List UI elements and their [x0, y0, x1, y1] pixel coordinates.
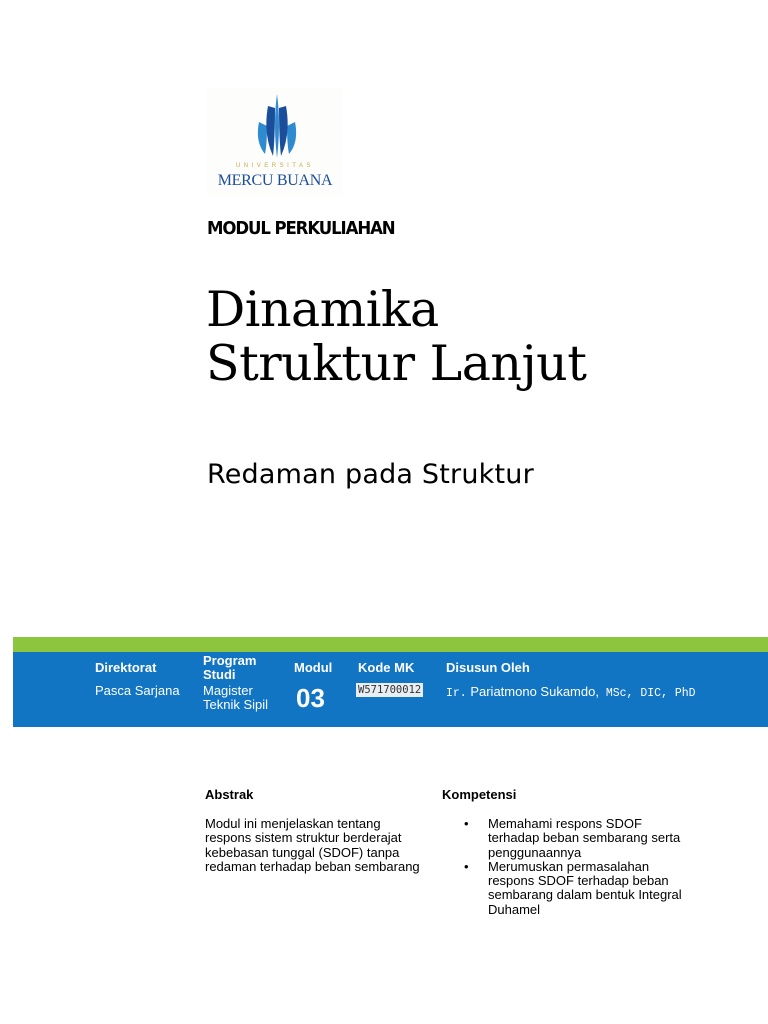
program-value-line-2: Teknik Sipil [203, 697, 269, 712]
author-suffix: MSc, DIC, PhD [598, 687, 696, 700]
kompetensi-item-2: Merumuskan permasalahan respons SDOF terhadap beban sembarang dalam bentuk Integral Duhamel [488, 858, 682, 917]
kompetensi-heading: Kompetensi [442, 787, 517, 802]
kompetensi-item-1: Memahami respons SDOF terhadap beban sembarang serta penggunaannya [488, 816, 681, 860]
logo-brand-text: MERCU BUANA [217, 172, 333, 189]
kompetensi-list [442, 817, 682, 917]
program-value [203, 684, 268, 712]
document-title [206, 283, 586, 391]
kode-mk-label: Kode MK [358, 660, 415, 675]
program-value-line-1: Magister [203, 683, 253, 698]
title-line-1: Dinamika [206, 281, 439, 338]
document-subtitle: Redaman pada Struktur [207, 459, 534, 490]
program-label-line-1: Program [203, 653, 257, 668]
author [446, 684, 696, 700]
modul-number-label: Modul [294, 660, 333, 675]
green-band [13, 637, 768, 652]
bullet-icon: • [464, 858, 469, 874]
program-label-line-2: Studi [203, 667, 236, 682]
title-line-2: Struktur Lanjut [206, 335, 587, 392]
author-prefix: Ir. [446, 687, 467, 700]
author-name: Pariatmono Sukamdo, [466, 684, 599, 699]
university-logo [207, 88, 343, 196]
program-label [203, 654, 256, 682]
info-band [13, 652, 768, 727]
direktorat-label: Direktorat [95, 660, 157, 675]
abstrak-heading: Abstrak [205, 787, 254, 802]
mercu-buana-emblem-icon [255, 94, 299, 160]
abstrak-text: Modul ini menjelaskan tentang respons sistem struktur berderajat kebebasan tunggal (SDOF) tanpa redaman terhadap beban sembarang [205, 816, 420, 874]
bullet-icon: • [464, 816, 469, 831]
modul-number-value: 03 [296, 683, 325, 713]
disusun-oleh-label: Disusun Oleh [446, 660, 530, 675]
list-item [442, 860, 682, 917]
modul-label: MODUL PERKULIAHAN [207, 218, 395, 239]
logo-univ-text: UNIVERSITAS [235, 163, 315, 169]
list-item [442, 817, 682, 860]
direktorat-value: Pasca Sarjana [95, 683, 180, 698]
kode-mk-value: W571700012 [358, 684, 422, 696]
